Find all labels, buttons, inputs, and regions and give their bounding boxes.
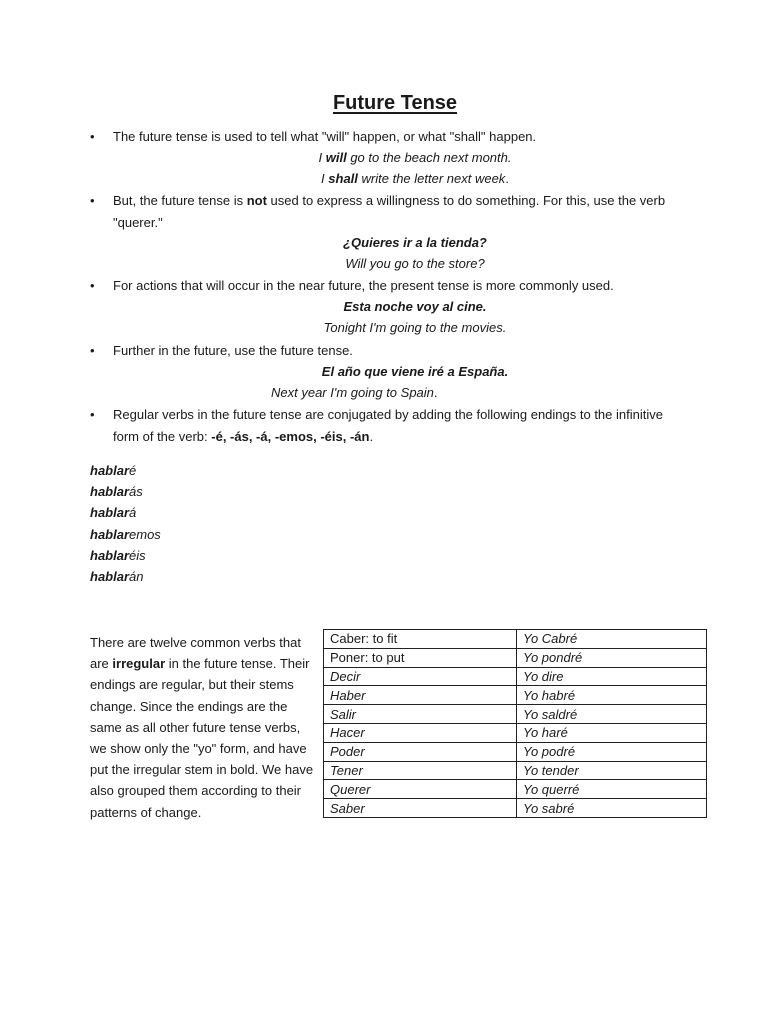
bullet-item bbox=[90, 404, 690, 447]
page-title: Future Tense bbox=[332, 92, 458, 114]
example-ano-translation bbox=[271, 382, 438, 403]
bullet-text bbox=[113, 190, 690, 233]
table-row bbox=[324, 799, 707, 818]
bullet-endings: -é, -ás, -á, -emos, -éis, -án bbox=[211, 428, 370, 444]
table-row bbox=[324, 780, 707, 799]
yo-form-cell: Yo habré bbox=[517, 686, 707, 705]
yo-form-cell: Yo tender bbox=[517, 761, 707, 780]
bullet-text-segment: The future tense is used to tell what "will" happen, or what "shall" happen. bbox=[113, 129, 537, 144]
bullet-text bbox=[113, 340, 690, 362]
paragraph-text: in the future tense. Their endings are regular, but their stems change. Since the endings are the same as all other future tense verbs, we show only the "yo" form, and have put the irregular stem in bold. We have also grouped them according to their patterns of change. bbox=[90, 656, 314, 820]
yo-form-cell: Yo dire bbox=[517, 667, 707, 686]
verb-ending: é bbox=[129, 463, 137, 478]
bullet-text bbox=[113, 126, 690, 148]
verb-cell: Decir bbox=[324, 667, 517, 686]
example-text: go to the beach next month. bbox=[346, 150, 512, 165]
example-esta-noche-translation: Tonight I'm going to the movies. bbox=[323, 320, 507, 335]
example-emphasis: shall bbox=[328, 171, 358, 186]
yo-form-cell: Yo sabré bbox=[517, 799, 707, 818]
table-row bbox=[324, 686, 707, 705]
example-shall bbox=[0, 168, 768, 189]
conjugation-item bbox=[90, 502, 161, 523]
verb-ending: emos bbox=[129, 526, 161, 542]
bullet-text-segment: . bbox=[369, 428, 374, 444]
verb-ending: á bbox=[129, 505, 137, 521]
example-text: I bbox=[321, 171, 329, 186]
yo-form-cell: Yo querré bbox=[517, 780, 707, 799]
bullet-dot-icon: • bbox=[90, 129, 95, 144]
bullet-item bbox=[90, 126, 690, 148]
example-quieres: ¿Quieres ir a la tienda? bbox=[343, 235, 487, 250]
table-row bbox=[324, 723, 707, 742]
verb-cell: Querer bbox=[324, 780, 517, 799]
bullet-text bbox=[113, 404, 690, 447]
table-row bbox=[324, 648, 707, 667]
verb-stem: hablar bbox=[90, 547, 130, 563]
bullet-dot-icon: • bbox=[90, 343, 95, 358]
irregular-verbs-table bbox=[323, 629, 707, 818]
example-ano: El año que viene iré a España. bbox=[321, 364, 509, 379]
conjugation-list bbox=[90, 460, 161, 587]
yo-form-cell: Yo saldré bbox=[517, 705, 707, 724]
verb-cell: Tener bbox=[324, 761, 517, 780]
table-row bbox=[324, 742, 707, 761]
verb-ending: ás bbox=[129, 484, 143, 500]
verb-ending: án bbox=[129, 569, 144, 585]
irregular-explanation bbox=[90, 632, 315, 823]
example-period: . bbox=[433, 385, 438, 400]
verb-stem: hablar bbox=[90, 463, 130, 478]
example-emphasis: will bbox=[325, 150, 347, 165]
conjugation-item bbox=[90, 481, 161, 502]
bullet-text-segment: Regular verbs in the future tense are conjugated by adding the following endings to the infinitive form of the verb: bbox=[113, 407, 663, 444]
bullet-text bbox=[113, 275, 690, 297]
bullet-dot-icon: • bbox=[90, 278, 95, 293]
verb-cell: Hacer bbox=[324, 723, 517, 742]
bullet-item bbox=[90, 190, 690, 233]
bullet-text-segment: used to express a willingness to do something. For this, use the verb "querer." bbox=[113, 193, 666, 230]
yo-form-cell: Yo podré bbox=[517, 742, 707, 761]
bullet-text-segment: Further in the future, use the future tense. bbox=[113, 343, 353, 358]
paragraph-emphasis: irregular bbox=[112, 656, 166, 672]
verb-cell: Caber: to fit bbox=[324, 630, 517, 649]
verb-cell: Poner: to put bbox=[324, 648, 517, 667]
verb-cell: Haber bbox=[324, 686, 517, 705]
conjugation-item bbox=[90, 545, 161, 566]
table-row bbox=[324, 630, 707, 649]
verb-stem: hablar bbox=[90, 526, 130, 542]
bullet-dot-icon: • bbox=[90, 407, 95, 422]
paragraph-text: There are twelve common verbs that are bbox=[90, 635, 301, 672]
example-quieres-translation: Will you go to the store? bbox=[345, 256, 485, 271]
table-row bbox=[324, 667, 707, 686]
table-row bbox=[324, 705, 707, 724]
example-esta-noche: Esta noche voy al cine. bbox=[343, 299, 487, 314]
bullet-emphasis: not bbox=[246, 193, 267, 208]
bullet-text-segment: But, the future tense is bbox=[113, 193, 247, 208]
conjugation-item bbox=[90, 524, 161, 545]
yo-form-cell: Yo Cabré bbox=[517, 630, 707, 649]
example-text: write the letter next week bbox=[357, 171, 506, 186]
table-row bbox=[324, 761, 707, 780]
example-period: . bbox=[505, 171, 509, 186]
verb-stem: hablar bbox=[90, 569, 130, 585]
bullet-item bbox=[90, 275, 690, 297]
verb-ending: éis bbox=[129, 547, 146, 563]
bullet-dot-icon: • bbox=[90, 193, 95, 208]
bullet-text-segment: For actions that will occur in the near future, the present tense is more commonly used. bbox=[113, 278, 614, 293]
verb-stem: hablar bbox=[90, 505, 130, 521]
conjugation-item bbox=[90, 566, 161, 587]
yo-form-cell: Yo pondré bbox=[517, 648, 707, 667]
example-will bbox=[0, 147, 768, 168]
example-text: Next year I'm going to Spain bbox=[271, 385, 434, 400]
verb-stem: hablar bbox=[90, 484, 130, 500]
bullet-item bbox=[90, 340, 690, 362]
example-text: I bbox=[318, 150, 326, 165]
yo-form-cell: Yo haré bbox=[517, 723, 707, 742]
verb-cell: Poder bbox=[324, 742, 517, 761]
conjugation-item bbox=[90, 460, 161, 481]
verb-cell: Saber bbox=[324, 799, 517, 818]
verb-cell: Salir bbox=[324, 705, 517, 724]
